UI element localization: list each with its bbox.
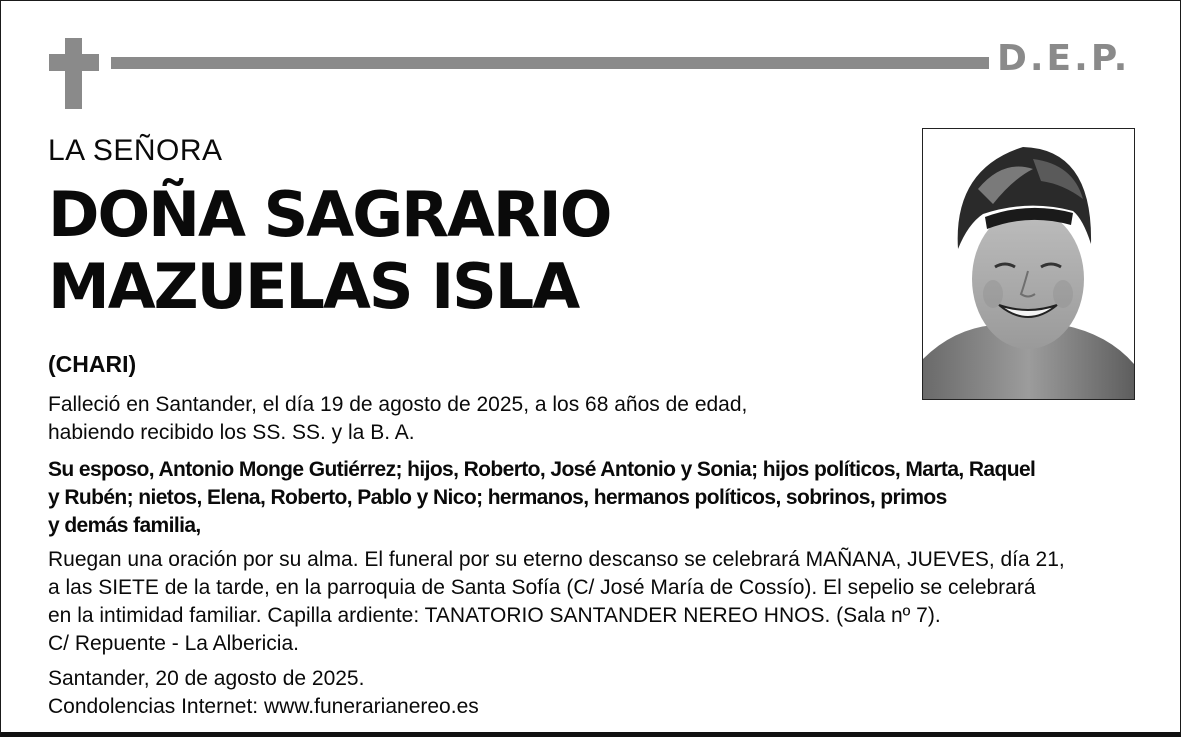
name-line: MAZUELAS ISLA — [48, 250, 579, 323]
honorific: LA SEÑORA — [48, 134, 223, 167]
nickname: (CHARI) — [48, 351, 137, 377]
deceased-name — [48, 179, 610, 323]
text-line: Falleció en Santander, el día 19 de agosto de 2025, a los 68 años de edad, — [48, 393, 748, 416]
cross-icon — [65, 38, 82, 109]
text-line: habiendo recibido los SS. SS. y la B. A. — [48, 421, 415, 444]
text-line: C/ Repuente - La Albericia. — [48, 632, 299, 655]
header-rule — [111, 57, 989, 69]
dep-label: D.E.P. — [997, 38, 1131, 79]
name-line: DOÑA SAGRARIO — [48, 178, 611, 251]
text-line: Su esposo, Antonio Monge Gutiérrez; hijos, Roberto, José Antonio y Sonia; hijos políticos, Marta, Raquel — [48, 458, 1036, 481]
text-line: y Rubén; nietos, Elena, Roberto, Pablo y Nico; hermanos, hermanos políticos, sobrinos, primos — [48, 486, 947, 509]
funeral-details — [48, 546, 1065, 658]
footer — [48, 665, 479, 721]
family-list — [48, 456, 1035, 540]
text-line: en la intimidad familiar. Capilla ardiente: TANATORIO SANTANDER NEREO HNOS. (Sala nº 7). — [48, 604, 941, 627]
date-line: Santander, 20 de agosto de 2025. — [48, 667, 365, 690]
condolences-line: Condolencias Internet: www.funerarianereo.es — [48, 695, 479, 718]
portrait-image — [923, 129, 1134, 399]
text-line: Ruegan una oración por su alma. El funeral por su eterno descanso se celebrará MAÑANA, JUEVES, día 21, — [48, 548, 1065, 571]
portrait-photo — [922, 128, 1135, 400]
text-line: y demás familia, — [48, 514, 201, 537]
death-notice — [48, 391, 747, 447]
text-line: a las SIETE de la tarde, en la parroquia de Santa Sofía (C/ José María de Cossío). El sepelio se celebrará — [48, 576, 1036, 599]
cross-icon-bar — [49, 54, 99, 71]
